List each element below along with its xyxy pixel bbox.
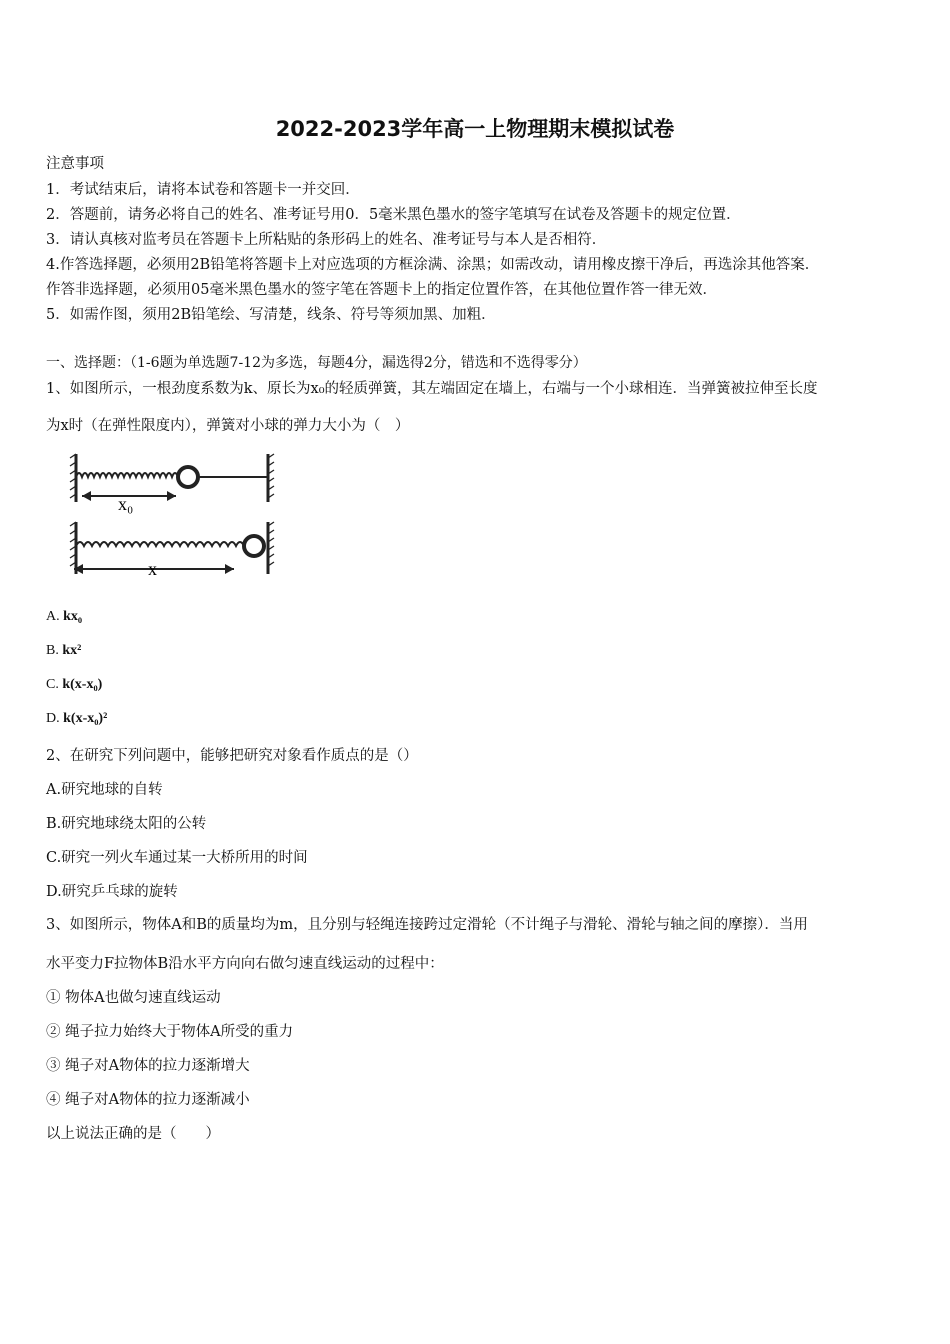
option-letter: D. — [46, 711, 60, 726]
q1-option-d — [46, 711, 107, 727]
q2-option-d: D.研究乒乓球的旋转 — [46, 884, 178, 900]
q3-stem-line1: 3、如图所示，物体A和B的质量均为m，且分别与轻绳连接跨过定滑轮（不计绳子与滑轮、滑轮与轴之间的摩擦）．当用 — [46, 917, 808, 933]
notice-heading: 注意事项 — [46, 156, 104, 172]
spring-diagram-bottom — [70, 522, 274, 579]
option-letter: B. — [46, 643, 59, 658]
notice-item: 2．答题前，请务必将自己的姓名、准考证号用0．5毫米黑色墨水的签字笔填写在试卷及答题卡的规定位置． — [46, 207, 741, 223]
label-x: x — [148, 559, 157, 579]
spring-figure — [68, 450, 283, 582]
page-title: 2022-2023学年高一上物理期末模拟试卷 — [275, 117, 675, 141]
q2-option-c: C.研究一列火车通过某一大桥所用的时间 — [46, 850, 308, 866]
option-letter: C. — [46, 677, 59, 692]
q1-stem-line1: 1、如图所示，一根劲度系数为k、原长为x₀的轻质弹簧，其左端固定在墙上，右端与一个小球相连．当弹簧被拉伸至长度 — [46, 381, 818, 397]
q2-option-b: B.研究地球绕太阳的公转 — [46, 816, 207, 832]
label-x0: x₀ — [118, 494, 134, 514]
option-text: k(x-x₀) — [62, 677, 103, 692]
q3-statement-2: ② 绳子拉力始终大于物体A所受的重力 — [46, 1024, 294, 1040]
q3-statement-4: ④ 绳子对A物体的拉力逐渐减小 — [46, 1092, 250, 1108]
q3-statement-1: ① 物体A也做匀速直线运动 — [46, 990, 221, 1006]
q2-option-a: A.研究地球的自转 — [46, 782, 163, 798]
q1-option-b — [46, 643, 81, 659]
q1-option-c — [46, 677, 102, 693]
notice-item: 4.作答选择题，必须用2B铅笔将答题卡上对应选项的方框涂满、涂黑；如需改动，请用橡皮擦干净后，再选涂其他答案． — [46, 257, 820, 273]
q1-stem-line2: 为x时（在弹性限度内），弹簧对小球的弹力大小为（ ） — [46, 418, 410, 434]
notice-item: 作答非选择题，必须用05毫米黑色墨水的签字笔在答题卡上的指定位置作答，在其他位置作答一律无效． — [46, 282, 717, 298]
section-heading: 一、选择题：（1-6题为单选题7-12为多选，每题4分，漏选得2分，错选和不选得零分） — [46, 355, 587, 371]
q2-stem: 2、在研究下列问题中，能够把研究对象看作质点的是（） — [46, 748, 418, 764]
option-text: k(x-x₀)² — [63, 711, 108, 726]
q1-option-a — [46, 609, 82, 625]
q3-question: 以上说法正确的是（ ） — [46, 1126, 220, 1142]
notice-item: 3．请认真核对监考员在答题卡上所粘贴的条形码上的姓名、准考证号与本人是否相符． — [46, 232, 607, 248]
option-text: kx₀ — [63, 609, 83, 624]
q3-stem-line2: 水平变力F拉物体B沿水平方向向右做匀速直线运动的过程中： — [46, 956, 444, 972]
spring-diagram-top — [70, 454, 274, 514]
option-text: kx² — [62, 643, 82, 658]
notice-item: 1．考试结束后，请将本试卷和答题卡一并交回． — [46, 182, 360, 198]
q3-statement-3: ③ 绳子对A物体的拉力逐渐增大 — [46, 1058, 250, 1074]
option-letter: A. — [46, 609, 60, 624]
notice-item: 5．如需作图，须用2B铅笔绘、写清楚，线条、符号等须加黑、加粗． — [46, 307, 496, 323]
